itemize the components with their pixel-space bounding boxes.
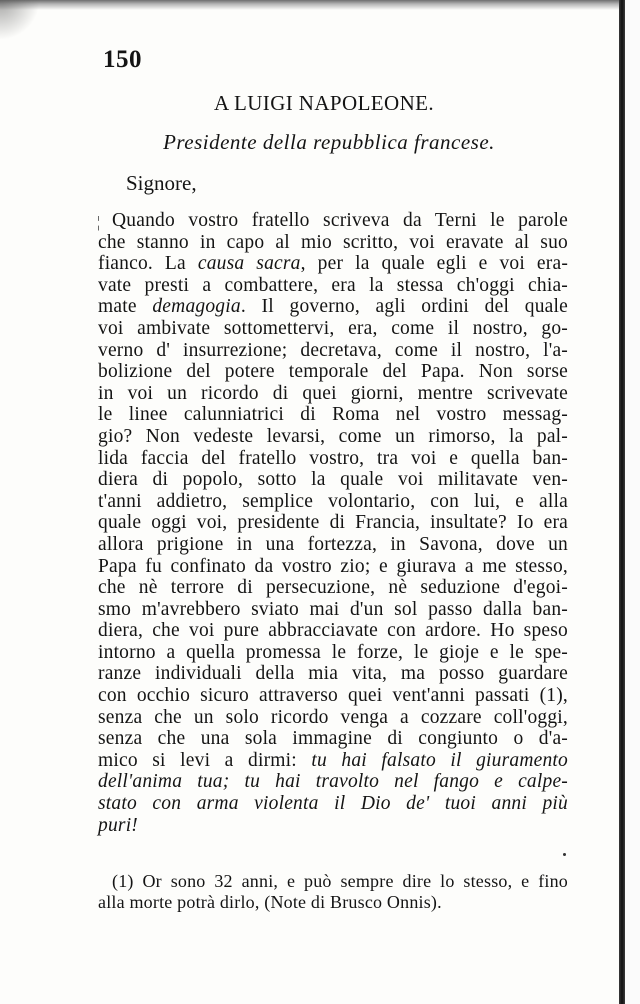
text-segment: gio? Non vedeste levarsi, come un rimorso, la pal-	[98, 425, 568, 447]
body-line	[98, 318, 568, 340]
text-segment: mate	[98, 296, 153, 318]
body-line	[98, 512, 568, 534]
text-segment: intorno a quella promessa le forze, le gioje e le spe-	[98, 641, 568, 663]
body-line	[98, 448, 568, 470]
text-segment: ranze individuali della mia vita, ma posso guardare	[98, 663, 568, 685]
body-line	[98, 469, 568, 491]
text-segment: in voi un ricordo di quei giorni, mentre scrivevate	[98, 382, 568, 404]
italic-text: demagogia	[152, 296, 241, 318]
text-segment: lida faccia del fratello vostro, tra voi e quella ban-	[98, 447, 568, 469]
body-line	[98, 793, 568, 815]
body-line	[98, 620, 568, 642]
body-line	[98, 534, 568, 556]
page-number: 150	[103, 46, 142, 73]
text-segment: quale oggi voi, presidente di Francia, insultate? Io era	[98, 512, 568, 534]
text-segment: verno d' insurrezione; decretava, come il nostro, l'a-	[98, 339, 568, 361]
text-segment: le linee calunniatrici di Roma nel vostro messag-	[98, 404, 568, 426]
margin-mark: ¦	[97, 214, 101, 231]
body-line	[98, 663, 568, 685]
italic-text: tu hai falsato il giuramento	[311, 749, 568, 771]
letter-body	[98, 210, 568, 836]
italic-text: stato con arma violenta il Dio de' tuoi anni più	[98, 793, 568, 815]
body-line	[98, 728, 568, 750]
body-line	[98, 340, 568, 362]
text-segment: vate presti a combattere, era la stessa ch'oggi chia-	[98, 274, 568, 296]
footnote-line: (1) Or sono 32 anni, e può sempre dire lo stesso, e fino	[112, 871, 568, 891]
salutation: Signore,	[126, 171, 197, 195]
text-segment: diera di popolo, sotto la quale voi militavate ven-	[98, 469, 568, 491]
body-line	[98, 556, 568, 578]
body-line	[98, 210, 568, 232]
body-line	[98, 599, 568, 621]
body-line	[98, 771, 568, 793]
footnote-line: alla morte potrà dirlo, (Note di Brusco Onnis).	[98, 892, 442, 912]
text-segment: senza che un solo ricordo venga a cozzare coll'oggi,	[98, 706, 568, 728]
text-segment: diera, che voi pure abbracciavate con ardore. Ho speso	[98, 620, 568, 642]
text-segment: che nè terrore di persecuzione, nè seduzione d'egoi-	[98, 577, 568, 599]
body-line	[98, 491, 568, 513]
body-line	[98, 426, 568, 448]
footnote	[98, 871, 568, 913]
text-segment: con occhio sicuro attraverso quei vent'anni passati (1),	[98, 685, 568, 707]
body-line	[98, 275, 568, 297]
body-line	[98, 232, 568, 254]
scan-corner-shadow	[0, 0, 40, 40]
text-segment: smo m'avrebbero sviato mai d'un sol passo dalla ban-	[98, 598, 568, 620]
body-line	[98, 707, 568, 729]
body-line	[98, 253, 568, 275]
italic-text: dell'anima tua; tu hai travolto nel fango e calpe-	[98, 771, 568, 793]
text-segment: Quando vostro fratello scriveva da Terni le parole	[112, 210, 568, 231]
body-line	[98, 750, 568, 772]
text-segment: fianco. La	[98, 253, 198, 275]
body-line	[98, 404, 568, 426]
text-segment: , per la quale egli e voi era-	[300, 253, 569, 275]
text-segment: allora prigione in una fortezza, in Savona, dove un	[98, 533, 568, 555]
body-line	[98, 577, 568, 599]
scan-top-edge	[0, 0, 640, 10]
adjacent-page-strip	[625, 0, 640, 1004]
body-line	[98, 383, 568, 405]
letter-heading: A LUIGI NAPOLEONE.	[213, 91, 435, 115]
italic-text: causa sacra	[197, 253, 301, 275]
text-segment: senza che una sola immagine di congiunto o d'a-	[98, 728, 568, 750]
text-segment: t'anni addietro, semplice volontario, con lui, e alla	[98, 490, 568, 512]
text-segment: Papa fu confinato da vostro zio; e giurava a me stesso,	[98, 555, 568, 577]
body-line	[98, 685, 568, 707]
body-line	[98, 361, 568, 383]
text-segment: voi ambivate sottomettervi, era, come il nostro, go-	[98, 317, 568, 339]
text-segment: bolizione del potere temporale del Papa. Non sorse	[98, 361, 568, 383]
italic-text: puri!	[98, 814, 138, 836]
text-segment: che stanno in capo al mio scritto, voi eravate al suo	[98, 231, 568, 253]
text-segment: mico si levi a dirmi:	[98, 749, 312, 771]
body-line	[98, 815, 568, 837]
body-line	[98, 642, 568, 664]
stray-ink-dot	[563, 853, 566, 856]
text-segment: . Il governo, agli ordini del quale	[240, 296, 568, 318]
body-line	[98, 296, 568, 318]
letter-subheading: Presidente della repubblica francese.	[163, 130, 495, 154]
